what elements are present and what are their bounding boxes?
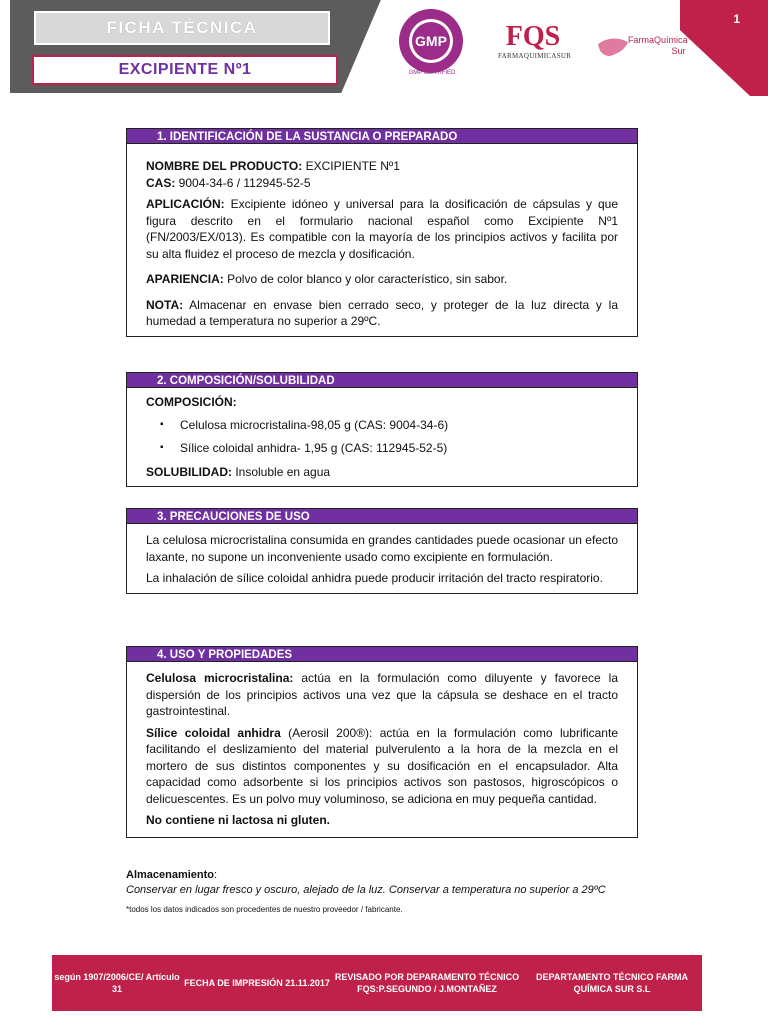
footer-reviewed-by: REVISADO POR DEPARAMENTO TÉCNICO FQS:P.SEGUNDO / J.MONTAÑEZ bbox=[334, 972, 520, 994]
precaution-paragraph-1: La celulosa microcristalina consumida en grandes cantidades puede ocasionar un efecto laxante, no supone un inconveniente usado como excipiente en formulación. bbox=[146, 533, 618, 564]
section-2-body bbox=[126, 388, 638, 487]
section-2-heading: 2. COMPOSICIÓN/SOLUBILIDAD bbox=[126, 372, 638, 388]
gmp-seal-text: GMP bbox=[415, 33, 447, 49]
note-text: NOTA: Almacenar en envase bien cerrado seco, y proteger de la luz directa y la humedad a temperatura no superior a 29ºC. bbox=[146, 297, 618, 328]
document-title-box bbox=[34, 11, 330, 45]
footer-regulation: según 1907/2006/CE/ Artículo 31 bbox=[54, 972, 180, 994]
storage-note bbox=[126, 868, 666, 917]
section-uses bbox=[126, 646, 638, 838]
footer-department: DEPARTAMENTO TÉCNICO FARMA QUÍMICA SUR S.L bbox=[536, 972, 688, 994]
product-name-line: NOMBRE DEL PRODUCTO: EXCIPIENTE Nº1 bbox=[146, 159, 400, 173]
section-1-body bbox=[126, 144, 638, 337]
solubility-line: SOLUBILIDAD: Insoluble en agua bbox=[146, 464, 331, 479]
fqs-logo-subtext: FARMAQUIMICASUR bbox=[498, 52, 572, 60]
gmp-certified-label: GMP CERTIFIED bbox=[408, 70, 456, 76]
section-3-heading: 3. PRECAUCIONES DE USO bbox=[126, 508, 638, 524]
product-subtitle: EXCIPIENTE Nº1 bbox=[118, 61, 252, 78]
precaution-paragraph-2: La inhalación de sílice coloidal anhidra puede producir irritación del tracto respiratorio. bbox=[146, 571, 603, 585]
section-1-heading: 1. IDENTIFICACIÓN DE LA SUSTANCIA O PREPARADO bbox=[126, 128, 638, 144]
storage-text: Conservar en lugar fresco y oscuro, alejado de la luz. Conservar a temperatura no superior a 29ºC bbox=[126, 884, 606, 896]
supplier-footnote: *todos los datos indicados son procedentes de nuestro proveedor / fabricante. bbox=[126, 905, 403, 914]
silica-use-text: Sílice coloidal anhidra (Aerosil 200®): actúa en la formulación como lubrificante facilitando el deslizamiento del material pulverulento a la hora de la mezcla en el mortero de sus distintos componentes y su dosificación en el encapsulador. Alta capacidad como adsorbente si los principios activos son pastosos, higroscópicos o delicuescentes. Es un polvo muy voluminoso, se adiciona en muy pequeña cantidad. bbox=[146, 725, 618, 806]
fqs-logo bbox=[498, 21, 572, 60]
footer-print-date: FECHA DE IMPRESIÓN 21.11.2017 bbox=[184, 978, 330, 988]
section-identification bbox=[126, 128, 638, 337]
footer-bar bbox=[52, 955, 702, 1011]
product-subtitle-box bbox=[32, 55, 338, 85]
gmp-seal-logo bbox=[392, 8, 470, 78]
section-4-body bbox=[126, 662, 638, 838]
composition-list bbox=[146, 417, 618, 457]
cellulose-use-text: Celulosa microcristalina: actúa en la formulación como diluyente y favorece la dispersión de los principios activos una vez que la cápsula se deshace en el tracto gastrointestinal. bbox=[146, 671, 619, 718]
composition-item: ▪ Celulosa microcristalina-98,05 g (CAS: 9004-34-6) bbox=[180, 417, 618, 434]
document-title: FICHA TÉCNICA bbox=[106, 18, 258, 37]
composition-item: ▪ Sílice coloidal anhidra- 1,95 g (CAS: 112945-52-5) bbox=[180, 440, 618, 457]
page-number: 1 bbox=[733, 12, 740, 26]
section-composition bbox=[126, 372, 638, 487]
application-text: APLICACIÓN: Excipiente idóneo y universal para la dosificación de cápsulas y que figura descrito en el formulario nacional español como Excipiente Nº1 (FN/2003/EX/013). Es compatible con la mayoría de los principios activos y facilita por su alta fluidez el proceso de mezcla y dosificación. bbox=[146, 197, 618, 261]
section-4-heading: 4. USO Y PROPIEDADES bbox=[126, 646, 638, 662]
appearance-text: APARIENCIA: Polvo de color blanco y olor característico, sin sabor. bbox=[146, 272, 508, 286]
composition-label: COMPOSICIÓN: bbox=[146, 395, 237, 409]
farmaquimica-sur-text: FarmaQuímica Sur bbox=[628, 35, 688, 56]
section-precautions bbox=[126, 508, 638, 594]
cas-line: CAS: 9004-34-6 / 112945-52-5 bbox=[146, 175, 311, 190]
fqs-logo-text: FQS bbox=[505, 21, 561, 52]
section-3-body bbox=[126, 524, 638, 594]
storage-label: Almacenamiento: bbox=[126, 869, 218, 881]
no-lactose-statement: No contiene ni lactosa ni gluten. bbox=[146, 813, 331, 827]
